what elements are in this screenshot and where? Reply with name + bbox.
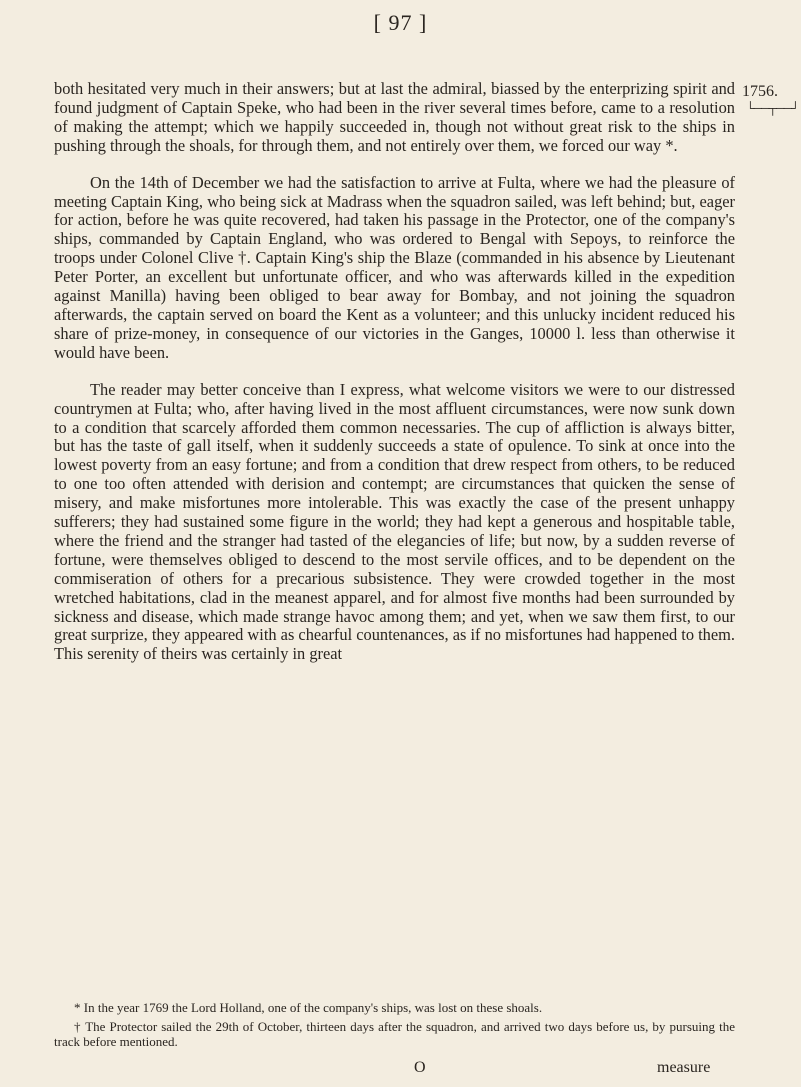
- main-text: [54, 80, 735, 664]
- footnote-1: * In the year 1769 the Lord Holland, one of the company's ships, was lost on these shoals.: [74, 1000, 543, 1015]
- footnote-2: † The Protector sailed the 29th of October, thirteen days after the squadron, and arrived two days before us, by pursuing the track before mentioned.: [54, 1019, 735, 1049]
- footnotes: [54, 1000, 735, 1053]
- catchword: measure: [657, 1059, 711, 1076]
- page-number: [ 97 ]: [373, 10, 428, 35]
- margin-brace: └──┬──┘: [746, 101, 799, 115]
- margin-year: 1756.: [742, 83, 778, 100]
- paragraph-2: On the 14th of December we had the satisfaction to arrive at Fulta, where we had the pleasure of meeting Captain King, who being sick at Madrass when the squadron sailed, was left behind; but, eager for action, before he was quite recovered, had taken his passage in the Protector, one of the company's ships, commanded by Captain England, who was ordered to Bengal with Sepoys, to reinforce the troops under Colonel Clive †. Captain King's ship the Blaze (commanded in his absence by Lieutenant Peter Porter, an excellent but unfortunate officer, and who was afterwards killed in the expedition against Manilla) having been obliged to bear away for Bombay, and not joining the squadron afterwards, the captain served on board the Kent as a volunteer; and this unlucky incident reduced his share of prize-money, in consequence of our victories in the Ganges, 10000 l. less than otherwise it would have been.: [54, 172, 735, 362]
- signature-mark: O: [414, 1059, 426, 1076]
- paragraph-3: The reader may better conceive than I express, what welcome visitors we were to our distressed countrymen at Fulta; who, after having lived in the most affluent circumstances, were now sunk down to a condition that scarcely afforded them common necessaries. The cup of affliction is always bitter, but has the taste of gall itself, when it suddenly succeeds a state of opulence. To sink at once into the lowest poverty from an easy fortune; and from a condition that drew respect from others, to be reduced to one too often attended with derision and contempt; are circumstances that quicken the sense of misery, and make misfortunes more intolerable. This was exactly the case of the present unhappy sufferers; they had sustained some figure in the world; they had kept a generous and hospitable table, where the friend and the stranger had tasted of the elegancies of life; but now, by a sudden reverse of fortune, were themselves obliged to descend to the most servile offices, and to be dependent on the commiseration of others for a precarious subsistence. They were crowded together in the most wretched habitations, clad in the meanest apparel, and for almost five months had been surrounded by sickness and disease, which made strange havoc among them; and yet, when we saw them first, to our great surprize, they appeared with as chearful countenances, as if no misfortunes had happened to them. This serenity of theirs was certainly in great: [54, 379, 735, 664]
- paragraph-1: both hesitated very much in their answers; but at last the admiral, biassed by the enterprizing spirit and found judgment of Captain Speke, who had been in the river several times before, came to a resolution of making the attempt; which we happily succeeded in, though not without great risk to the ships in pushing through the shoals, for through them, and not entirely over them, we forced our way *.: [54, 79, 735, 155]
